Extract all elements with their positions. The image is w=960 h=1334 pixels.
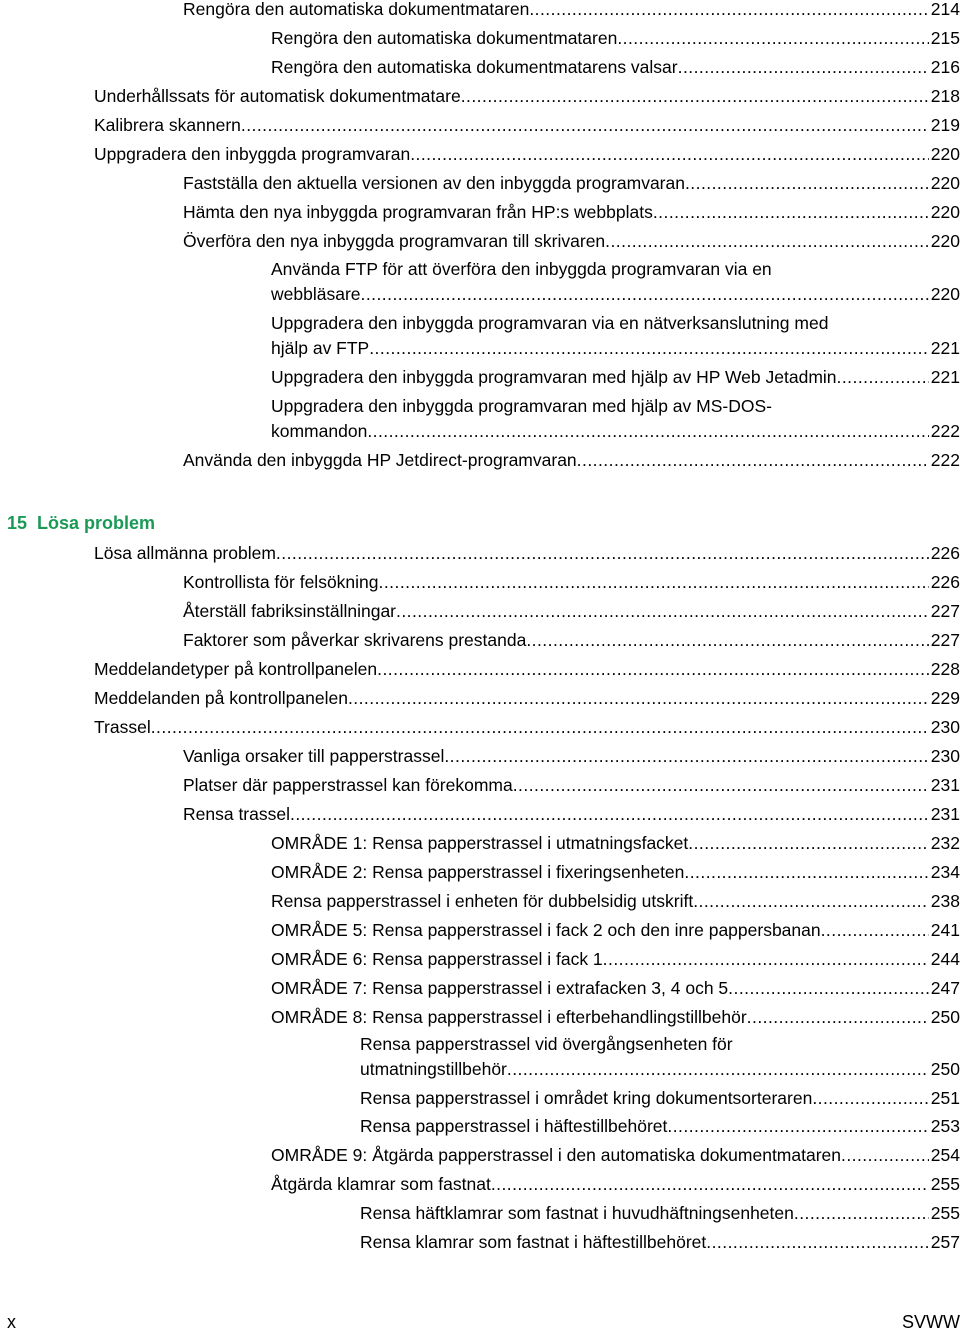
toc-entry[interactable] xyxy=(271,860,960,885)
toc-entry[interactable] xyxy=(271,26,960,51)
leader-dots xyxy=(276,541,929,566)
leader-dots xyxy=(361,282,929,307)
entry-title: Kalibrera skannern xyxy=(94,115,241,135)
toc-entry[interactable] xyxy=(271,394,960,444)
leader-dots xyxy=(507,1057,929,1082)
page-number: 250 xyxy=(930,1007,960,1027)
toc-entry[interactable] xyxy=(271,1172,960,1197)
page-number: 228 xyxy=(930,659,960,679)
entry-title: Trassel xyxy=(94,717,151,737)
entry-title: Rensa klamrar som fastnat i häftestillbehöret xyxy=(360,1232,707,1252)
leader-dots xyxy=(348,686,929,711)
toc-entry[interactable] xyxy=(271,365,960,390)
page-number: 255 xyxy=(930,1174,960,1194)
entry-title: hjälp av FTP xyxy=(271,338,370,358)
entry-title: Faktorer som påverkar skrivarens prestanda xyxy=(183,630,527,650)
entry-title: Överföra den nya inbyggda programvaran till skrivaren xyxy=(183,231,606,251)
entry-title: OMRÅDE 7: Rensa papperstrassel i extrafacken 3, 4 och 5 xyxy=(271,978,729,998)
entry-title: Rensa häftklamrar som fastnat i huvudhäftningsenheten xyxy=(360,1203,794,1223)
toc-entry[interactable] xyxy=(183,229,960,254)
toc-entry[interactable] xyxy=(183,628,960,653)
toc-entry[interactable] xyxy=(183,773,960,798)
entry-title: webbläsare xyxy=(271,284,361,304)
page-number: 230 xyxy=(930,717,960,737)
toc-entry[interactable] xyxy=(94,657,960,682)
leader-dots xyxy=(685,171,929,196)
page-number: 254 xyxy=(930,1145,960,1165)
page-number: 231 xyxy=(930,775,960,795)
leader-dots xyxy=(379,570,929,595)
toc-entry[interactable] xyxy=(271,976,960,1001)
page-number: 221 xyxy=(930,338,960,358)
leader-dots xyxy=(577,448,929,473)
page-number: 257 xyxy=(930,1232,960,1252)
page-number: 253 xyxy=(930,1116,960,1136)
leader-dots xyxy=(693,889,929,914)
entry-title: Kontrollista för felsökning xyxy=(183,572,379,592)
page-number: 247 xyxy=(930,978,960,998)
toc-entry[interactable] xyxy=(183,200,960,225)
entry-title: Rensa trassel xyxy=(183,804,290,824)
entry-title: kommandon xyxy=(271,421,368,441)
entry-title: Uppgradera den inbyggda programvaran xyxy=(94,144,411,164)
leader-dots xyxy=(603,947,929,972)
toc-entry[interactable] xyxy=(271,55,960,80)
entry-title: Använda den inbyggda HP Jetdirect-programvaran xyxy=(183,450,577,470)
page-number: 234 xyxy=(930,862,960,882)
entry-title: OMRÅDE 5: Rensa papperstrassel i fack 2 och den inre pappersbanan xyxy=(271,920,821,940)
toc-entry[interactable] xyxy=(183,171,960,196)
page-number: 220 xyxy=(930,173,960,193)
page-number: 222 xyxy=(930,421,960,441)
leader-dots xyxy=(653,200,929,225)
leader-dots xyxy=(461,84,929,109)
page-number: 229 xyxy=(930,688,960,708)
entry-title-line1: Rensa papperstrassel vid övergångsenheten för xyxy=(360,1034,733,1054)
leader-dots xyxy=(728,976,929,1001)
entry-title: Meddelanden på kontrollpanelen xyxy=(94,688,348,708)
entry-title: Vanliga orsaker till papperstrassel xyxy=(183,746,445,766)
leader-dots xyxy=(688,831,929,856)
leader-dots xyxy=(794,1201,929,1226)
toc-entry[interactable] xyxy=(183,0,960,22)
toc-entry[interactable] xyxy=(360,1114,960,1139)
leader-dots xyxy=(684,860,928,885)
leader-dots xyxy=(706,1230,929,1255)
page-number: 226 xyxy=(930,543,960,563)
chapter-number: 15 xyxy=(7,513,28,533)
leader-dots xyxy=(444,744,928,769)
entry-title: Rensa papperstrassel i häftestillbehöret xyxy=(360,1116,668,1136)
entry-title: Hämta den nya inbyggda programvaran från HP:s webbplats xyxy=(183,202,653,222)
page-number: 221 xyxy=(930,367,960,387)
page-number: 231 xyxy=(930,804,960,824)
leader-dots xyxy=(841,1143,929,1168)
toc-entry[interactable] xyxy=(183,570,960,595)
toc-entry[interactable] xyxy=(183,744,960,769)
leader-dots xyxy=(151,715,929,740)
leader-dots xyxy=(526,628,928,653)
entry-title: Återställ fabriksinställningar xyxy=(183,601,397,621)
toc-entry[interactable] xyxy=(183,599,960,624)
entry-title: Uppgradera den inbyggda programvaran med hjälp av HP Web Jetadmin xyxy=(271,367,837,387)
leader-dots xyxy=(837,365,929,390)
entry-title: OMRÅDE 9: Åtgärda papperstrassel i den automatiska dokumentmataren xyxy=(271,1145,842,1165)
entry-title: Meddelandetyper på kontrollpanelen xyxy=(94,659,378,679)
footer-page-number: x xyxy=(7,1312,16,1332)
page-number: 227 xyxy=(930,601,960,621)
page-number: 238 xyxy=(930,891,960,911)
toc-entry[interactable] xyxy=(94,142,960,167)
leader-dots xyxy=(678,55,929,80)
toc-entry[interactable] xyxy=(94,686,960,711)
chapter-heading[interactable] xyxy=(7,510,155,536)
page-number: 220 xyxy=(930,202,960,222)
entry-title: Åtgärda klamrar som fastnat xyxy=(271,1174,491,1194)
leader-dots xyxy=(491,1172,929,1197)
leader-dots xyxy=(812,1086,928,1111)
page-number: 241 xyxy=(930,920,960,940)
entry-title: OMRÅDE 1: Rensa papperstrassel i utmatningsfacket xyxy=(271,833,689,853)
leader-dots xyxy=(529,0,928,22)
entry-title: Platser där papperstrassel kan förekomma xyxy=(183,775,513,795)
leader-dots xyxy=(605,229,929,254)
toc-entry[interactable] xyxy=(271,889,960,914)
entry-title: Rengöra den automatiska dokumentmataren xyxy=(271,28,618,48)
entry-title: OMRÅDE 2: Rensa papperstrassel i fixeringsenheten xyxy=(271,862,685,882)
leader-dots xyxy=(377,657,929,682)
leader-dots xyxy=(513,773,929,798)
entry-title: Fastställa den aktuella versionen av den inbyggda programvaran xyxy=(183,173,685,193)
page-number: 226 xyxy=(930,572,960,592)
entry-title-line1: Uppgradera den inbyggda programvaran via en nätverksanslutning med xyxy=(271,313,829,333)
toc-entry[interactable] xyxy=(360,1230,960,1255)
entry-title: OMRÅDE 8: Rensa papperstrassel i efterbehandlingstillbehör xyxy=(271,1007,747,1027)
entry-title-line1: Uppgradera den inbyggda programvaran med hjälp av MS-DOS- xyxy=(271,396,772,416)
entry-title: Rensa papperstrassel i området kring dokumentsorteraren xyxy=(360,1088,813,1108)
entry-title: Rensa papperstrassel i enheten för dubbelsidig utskrift xyxy=(271,891,694,911)
page-number: 220 xyxy=(930,144,960,164)
toc-entry[interactable] xyxy=(360,1201,960,1226)
toc-entry[interactable] xyxy=(360,1032,960,1082)
leader-dots xyxy=(241,113,929,138)
page-number: 219 xyxy=(930,115,960,135)
page-number: 244 xyxy=(930,949,960,969)
entry-title-line1: Använda FTP för att överföra den inbyggda programvaran via en xyxy=(271,259,772,279)
page-number: 222 xyxy=(930,450,960,470)
leader-dots xyxy=(396,599,929,624)
page-number: 255 xyxy=(930,1203,960,1223)
toc-entry[interactable] xyxy=(183,448,960,473)
page-number: 220 xyxy=(930,284,960,304)
entry-title: Rengöra den automatiska dokumentmatarens valsar xyxy=(271,57,678,77)
leader-dots xyxy=(367,419,928,444)
page-number: 250 xyxy=(930,1059,960,1079)
toc-entry[interactable] xyxy=(271,831,960,856)
toc-entry[interactable] xyxy=(271,947,960,972)
toc-entry[interactable] xyxy=(183,802,960,827)
entry-title: Underhållssats för automatisk dokumentmatare xyxy=(94,86,461,106)
leader-dots xyxy=(747,1005,929,1030)
page-number: 215 xyxy=(930,28,960,48)
toc-entry[interactable] xyxy=(271,257,960,307)
toc-entry[interactable] xyxy=(94,84,960,109)
leader-dots xyxy=(617,26,928,51)
entry-title: utmatningstillbehör xyxy=(360,1059,507,1079)
page-number: 227 xyxy=(930,630,960,650)
toc-entry[interactable] xyxy=(94,541,960,566)
toc-entry[interactable] xyxy=(271,311,960,361)
toc-entry[interactable] xyxy=(94,113,960,138)
entry-title: Rengöra den automatiska dokumentmataren xyxy=(183,0,530,19)
footer-code: SVWW xyxy=(902,1312,960,1332)
page-number: 230 xyxy=(930,746,960,766)
leader-dots xyxy=(369,336,929,361)
toc-entry[interactable] xyxy=(271,918,960,943)
toc-entry[interactable] xyxy=(360,1086,960,1111)
page-number: 232 xyxy=(930,833,960,853)
chapter-title: Lösa problem xyxy=(37,513,156,533)
leader-dots xyxy=(821,918,929,943)
leader-dots xyxy=(667,1114,928,1139)
page-number: 220 xyxy=(930,231,960,251)
page-number: 218 xyxy=(930,86,960,106)
toc-entry[interactable] xyxy=(94,715,960,740)
leader-dots xyxy=(290,802,929,827)
page-number: 251 xyxy=(930,1088,960,1108)
toc-entry[interactable] xyxy=(271,1143,960,1168)
page-number: 216 xyxy=(930,57,960,77)
page-number: 214 xyxy=(930,0,960,19)
toc-entry[interactable] xyxy=(271,1005,960,1030)
entry-title: OMRÅDE 6: Rensa papperstrassel i fack 1 xyxy=(271,949,603,969)
entry-title: Lösa allmänna problem xyxy=(94,543,276,563)
leader-dots xyxy=(410,142,929,167)
